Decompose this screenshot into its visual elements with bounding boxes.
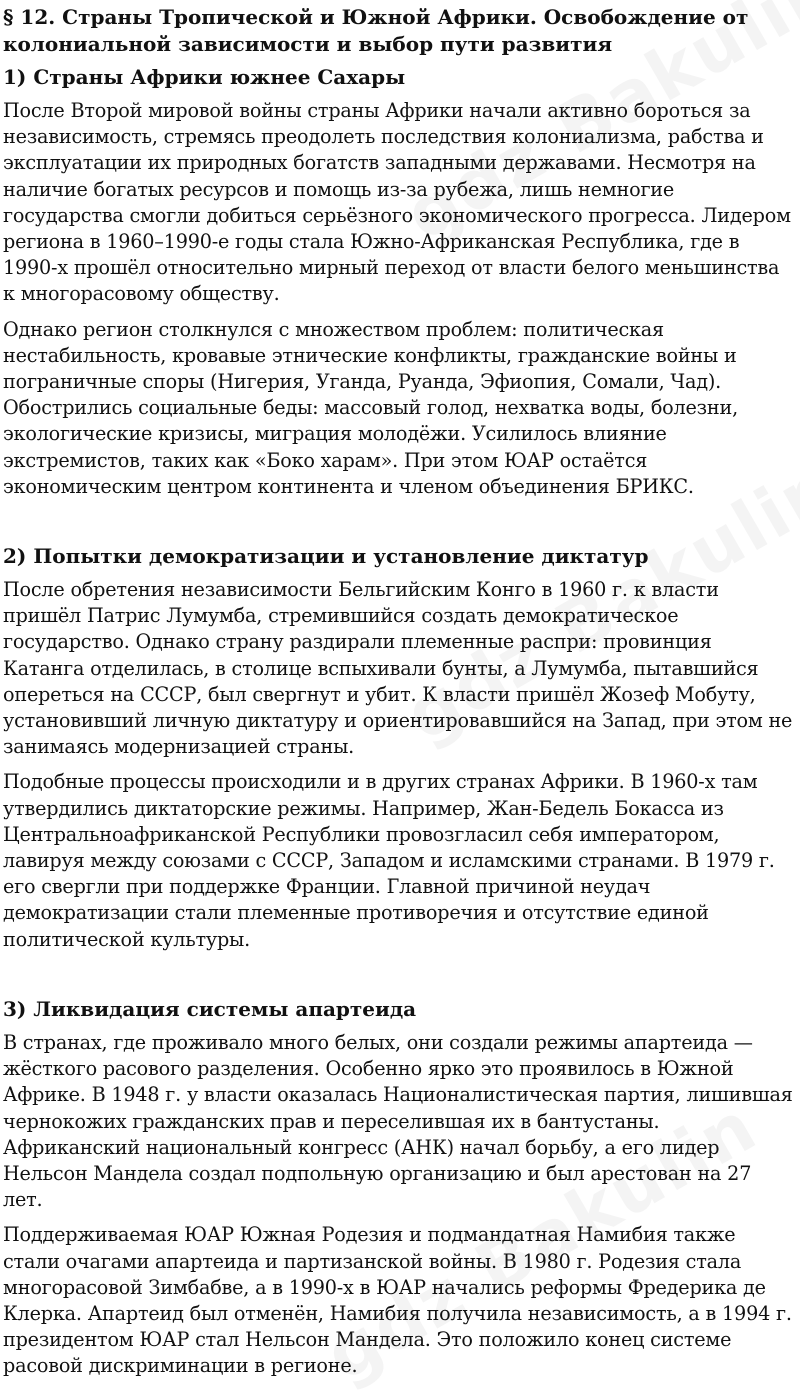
paragraph: Поддерживаемая ЮАР Южная Родезия и подмандатная Намибия также стали очагами апартеида и партизанской войны. В 1980 г. Родезия стала многорасовой Зимбабве, а в 1990-х в ЮАР начались реформы Фредерика де Клерка. Апартеид был отменён, Намибия получила независимость, а в 1994 г. президентом ЮАР стал Нельсон Мандела. Это положило конец системе расовой дискриминации в регионе.	[3, 1223, 792, 1378]
paragraph: Однако регион столкнулся с множеством проблем: политическая нестабильность, кровавые этнические конфликты, гражданские войны и пограничные споры (Нигерия, Уганда, Руанда, Эфиопия, Сомали, Чад). Обострились социальные беды: массовый голод, нехватка воды, болезни, экологические кризисы, миграция молодёжи. Усилилось влияние экстремистов, таких как «Боко харам». При этом ЮАР остаётся экономическим центром континента и членом объединения БРИКС.	[3, 317, 739, 498]
section-heading: 3) Ликвидация системы апартеида	[3, 996, 417, 1021]
section-heading: 2) Попытки демократизации и установление диктатур	[3, 544, 649, 569]
paragraph: После Второй мировой войны страны Африки начали активно бороться за независимость, стремясь преодолеть последствия колониализма, рабства и эксплуатации их природных богатств западными державами. Несмотря на наличие богатых ресурсов и помощь из-за рубежа, лишь немногие государства смогли добиться серьёзного экономического прогресса. Лидером региона в 1960–1990-е годы стала Южно-Африканская Республика, где в 1990-х прошёл относительно мирный переход от власти белого меньшинства к многорасовому обществу.	[3, 99, 791, 306]
paragraph: В странах, где проживало много белых, они создали режимы апартеида — жёсткого расового разделения. Особенно ярко это проявилось в Южной Африке. В 1948 г. у власти оказалась Националистическая партия, лишившая чернокожих гражданских прав и переселившая их в бантустаны. Африканский национальный конгресс (АНК) начал борьбу, а его лидер Нельсон Мандела создал подпольную организацию и был арестован на 27 лет.	[3, 1030, 793, 1212]
paragraph: После обретения независимости Бельгийским Конго в 1960 г. к власти пришёл Патрис Лумумба, стремившийся создать демократическое государство. Однако страну раздирали племенные распри: провинция Катанга отделилась, в столице вспыхивали бунты, а Лумумба, пытавшийся опереться на СССР, был свергнут и убит. К власти пришёл Жозеф Мобуту, установивший личную диктатуру и ориентировавшийся на Запад, при этом не занимаясь модернизацией страны.	[3, 578, 793, 759]
page-title: § 12. Страны Тропической и Южной Африки. Освобождение от колониальной зависимости и выбор пути развития	[3, 5, 749, 56]
section-spacer	[3, 962, 796, 996]
section-3	[3, 996, 796, 1380]
paragraph: Подобные процессы происходили и в других странах Африки. В 1960-х там утвердились диктаторские режимы. Например, Жан-Бедель Бокасса из Центральноафриканской Республики провозгласил себя императором, лавируя между союзами с СССР, Западом и исламскими странами. В 1979 г. его свергли при поддержке Франции. Главной причиной неудач демократизации стали племенные противоречия и отсутствие единой политической культуры.	[3, 770, 775, 951]
section-heading: 1) Страны Африки южнее Сахары	[3, 65, 406, 89]
section-spacer	[3, 509, 796, 543]
section-2	[3, 543, 796, 953]
section-1	[3, 64, 796, 500]
